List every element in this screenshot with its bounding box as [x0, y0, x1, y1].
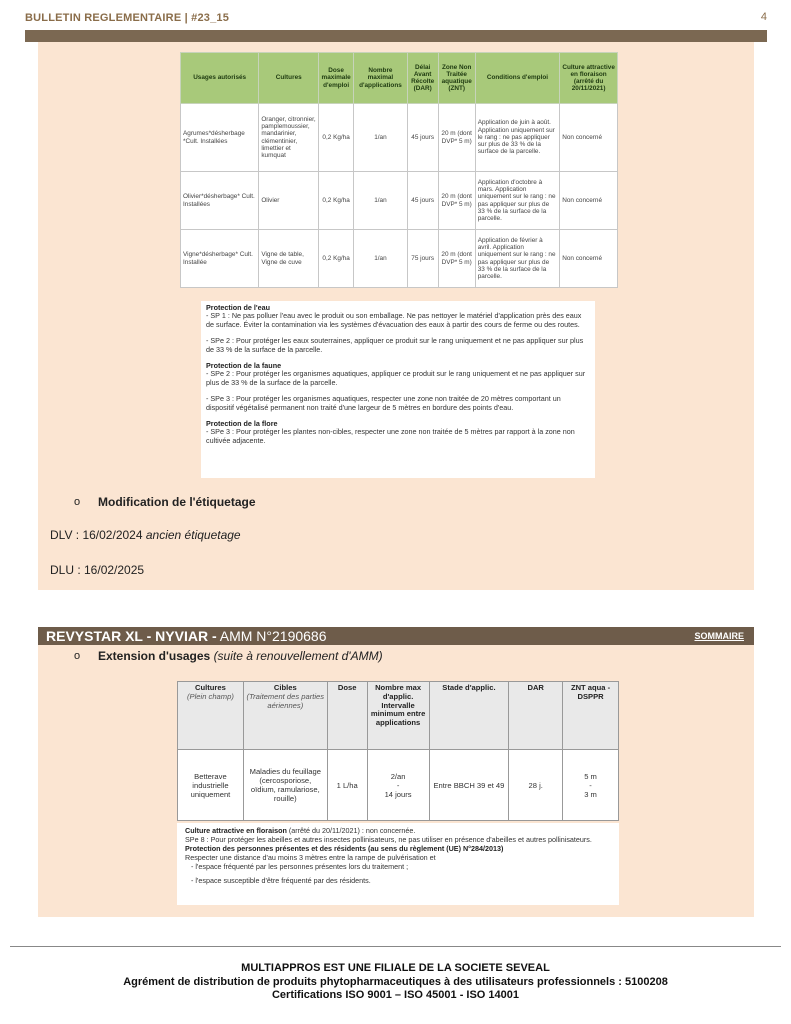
table-cell: 1/an [354, 230, 408, 288]
water-sp1: - SP 1 : Ne pas polluer l'eau avec le produit ou son emballage. Ne pas nettoyer le matériel d'application près des eaux de surface. Éviter la contamination via les systèmes d'évacuation des eaux à partir des cours de ferme ou des routes. [206, 311, 582, 329]
footer-line: MULTIAPPROS EST UNE FILIALE DE LA SOCIETE SEVEAL [241, 962, 550, 974]
column-header: Dose [327, 682, 367, 750]
table-cell: Olivier*désherbage* Cult. Installées [181, 172, 259, 230]
dsppr-value: 3 m [584, 789, 597, 799]
table-row [178, 750, 619, 821]
interval: 14 jours [384, 789, 412, 799]
table-cell: 0,2 Kg/ha [319, 230, 354, 288]
separator: - [589, 780, 592, 790]
table-cell: Application de février à avril. Application uniquement sur le rang : ne pas appliquer sur plus de 33 % de la surface de la parcelle. [475, 230, 560, 288]
column-header: Usages autorisés [181, 53, 259, 104]
column-header: DAR [509, 682, 563, 750]
section-title [46, 628, 327, 644]
usage-table [180, 52, 618, 288]
column-header: Stade d'applic. [429, 682, 509, 750]
column-header: Cultures [259, 53, 319, 104]
header-bar [25, 30, 767, 42]
bullet-icon: o [74, 650, 81, 662]
page-number: 4 [760, 11, 767, 23]
residents-heading: Protection des personnes présentes et des résidents (au sens du règlement (UE) N°284/2013) [185, 844, 504, 853]
section-bar [38, 627, 754, 645]
page-header [25, 10, 767, 28]
table-cell: Olivier [259, 172, 319, 230]
extension-title: Extension d'usages [98, 649, 211, 663]
extension-notes [177, 823, 619, 905]
table-cell: Application de juin à août. Application uniquement sur le rang : ne pas appliquer sur plus de 33 % de la surface de la parcelle. [475, 104, 560, 172]
column-header: ZNT aqua - DSPPR [563, 682, 619, 750]
separator: - [396, 780, 400, 790]
list-item: - l'espace fréquenté par les personnes présentes lors du traitement ; [191, 862, 409, 871]
protection-notes [201, 301, 595, 478]
extension-heading [98, 649, 383, 663]
product-name: REVYSTAR XL - NYVIAR - [46, 628, 217, 644]
flora-heading: Protection de la flore [206, 419, 278, 429]
applications-count: 2/an [390, 771, 406, 781]
fauna-spe3: - SPe 3 : Pour protéger les organismes aquatiques, respecter une zone non traitée de 20 mètres comportant un dispositif végétalisé permanent non traité d'une largeur de 5 mètres en bordure des points d'eau. [206, 394, 561, 412]
water-heading: Protection de l'eau [206, 303, 271, 312]
table-cell: 20 m (dont DVP* 5 m) [438, 104, 475, 172]
table-cell: Oranger, citronnier, pamplemoussier, mandarinier, clémentinier, limettier et kumquat [259, 104, 319, 172]
table-cell: 1/an [354, 104, 408, 172]
column-header-label: Cultures [195, 683, 226, 692]
column-header: Délai Avant Récolte (DAR) [407, 53, 438, 104]
table-cell: Betterave industrielle uniquement [178, 750, 244, 821]
table-cell: 0,2 Kg/ha [319, 104, 354, 172]
bullet-icon: o [74, 496, 81, 508]
dlv-line [50, 528, 241, 542]
znt-value: 5 m [584, 771, 597, 781]
column-header: Nombre max d'applic. Intervalle minimum entre applications [367, 682, 429, 750]
table-cell: 45 jours [407, 172, 438, 230]
table-cell [563, 750, 619, 821]
fauna-heading: Protection de la faune [206, 361, 282, 371]
table-cell: Non concerné [560, 230, 618, 288]
column-header: Conditions d'emploi [475, 53, 560, 104]
table-cell: 45 jours [407, 104, 438, 172]
table-cell: 20 m (dont DVP* 5 m) [438, 172, 475, 230]
table-cell: Vigne de table, Vigne de cuve [259, 230, 319, 288]
column-header-label: Cibles [273, 683, 297, 692]
dlu-line: DLU : 16/02/2025 [50, 563, 145, 577]
extension-note: (suite à renouvellement d'AMM) [213, 649, 383, 663]
column-header-sub: (Plein champ) [187, 691, 234, 701]
column-header: Dose maximale d'emploi [319, 53, 354, 104]
table-cell [367, 750, 429, 821]
table-cell: 75 jours [407, 230, 438, 288]
footer [0, 962, 791, 1003]
document-title: BULLETIN REGLEMENTAIRE | #23_15 [25, 12, 230, 24]
table-cell: Vigne*désherbage* Cult. Installée [181, 230, 259, 288]
attractive-bold: Culture attractive en floraison [185, 826, 287, 835]
amm-number: AMM N°2190686 [216, 628, 327, 644]
table-row [181, 172, 618, 230]
spe8-line: SPe 8 : Pour protéger les abeilles et autres insectes pollinisateurs, ne pas utiliser en présence d'abeilles et autres pollinisateurs. [185, 835, 592, 844]
column-header: Nombre maximal d'applications [354, 53, 408, 104]
attractive-line [185, 826, 611, 835]
table-cell: Agrumes*désherbage *Cult. Installées [181, 104, 259, 172]
table-header-row [181, 53, 618, 104]
flora-spe3: - SPe 3 : Pour protéger les plantes non-cibles, respecter une zone non traitée de 5 mètres par rapport à la zone non cultivée adjacente. [206, 427, 575, 445]
footer-divider [10, 946, 781, 947]
column-header-sub: (Traitement des parties aériennes) [246, 691, 325, 710]
extension-table [177, 681, 619, 821]
fauna-spe2: - SPe 2 : Pour protéger les organismes aquatiques, appliquer ce produit sur le rang uniquement et ne pas appliquer sur plus de 33 % de la surface de la parcelle. [206, 369, 586, 387]
table-cell: 0,2 Kg/ha [319, 172, 354, 230]
table-cell: 1/an [354, 172, 408, 230]
table-cell: Non concerné [560, 104, 618, 172]
table-cell: Non concerné [560, 172, 618, 230]
sommaire-link[interactable]: SOMMAIRE [694, 631, 744, 641]
table-cell: 20 m (dont DVP* 5 m) [438, 230, 475, 288]
dlv-note: ancien étiquetage [145, 528, 241, 542]
table-cell: Application d'octobre à mars. Application uniquement sur le rang : ne pas appliquer sur plus de 33 % de la surface de la parcelle. [475, 172, 560, 230]
column-header: Culture attractive en floraison (arrêté du 20/11/2021) [560, 53, 618, 104]
table-cell: Entre BBCH 39 et 49 [429, 750, 509, 821]
column-header: Zone Non Traitée aquatique (ZNT) [438, 53, 475, 104]
table-cell: Maladies du feuillage (cercosporiose, oïdium, ramulariose, rouille) [243, 750, 327, 821]
list-item: - l'espace susceptible d'être fréquenté par des résidents. [191, 876, 371, 885]
table-cell: 1 L/ha [327, 750, 367, 821]
column-header [178, 682, 244, 750]
column-header [243, 682, 327, 750]
table-row [181, 230, 618, 288]
footer-line: Agrément de distribution de produits phytopharmaceutiques à des utilisateurs professionnels : 5100208 [123, 975, 668, 988]
distance-line: Respecter une distance d'au moins 3 mètres entre la rampe de pulvérisation et [185, 853, 436, 862]
table-header-row [178, 682, 619, 750]
table-cell: 28 j. [509, 750, 563, 821]
attractive-rest: (arrêté du 20/11/2021) : non concernée. [286, 826, 416, 835]
table-row [181, 104, 618, 172]
footer-line: Certifications ISO 9001 – ISO 45001 - ISO 14001 [271, 989, 520, 1001]
water-spe2: - SPe 2 : Pour protéger les eaux souterraines, appliquer ce produit sur le rang uniquement et ne pas appliquer sur plus de 33 % de la surface de la parcelle. [206, 336, 584, 354]
dlv-label: DLV : 16/02/2024 [50, 528, 143, 542]
labeling-heading: Modification de l'étiquetage [98, 495, 256, 509]
